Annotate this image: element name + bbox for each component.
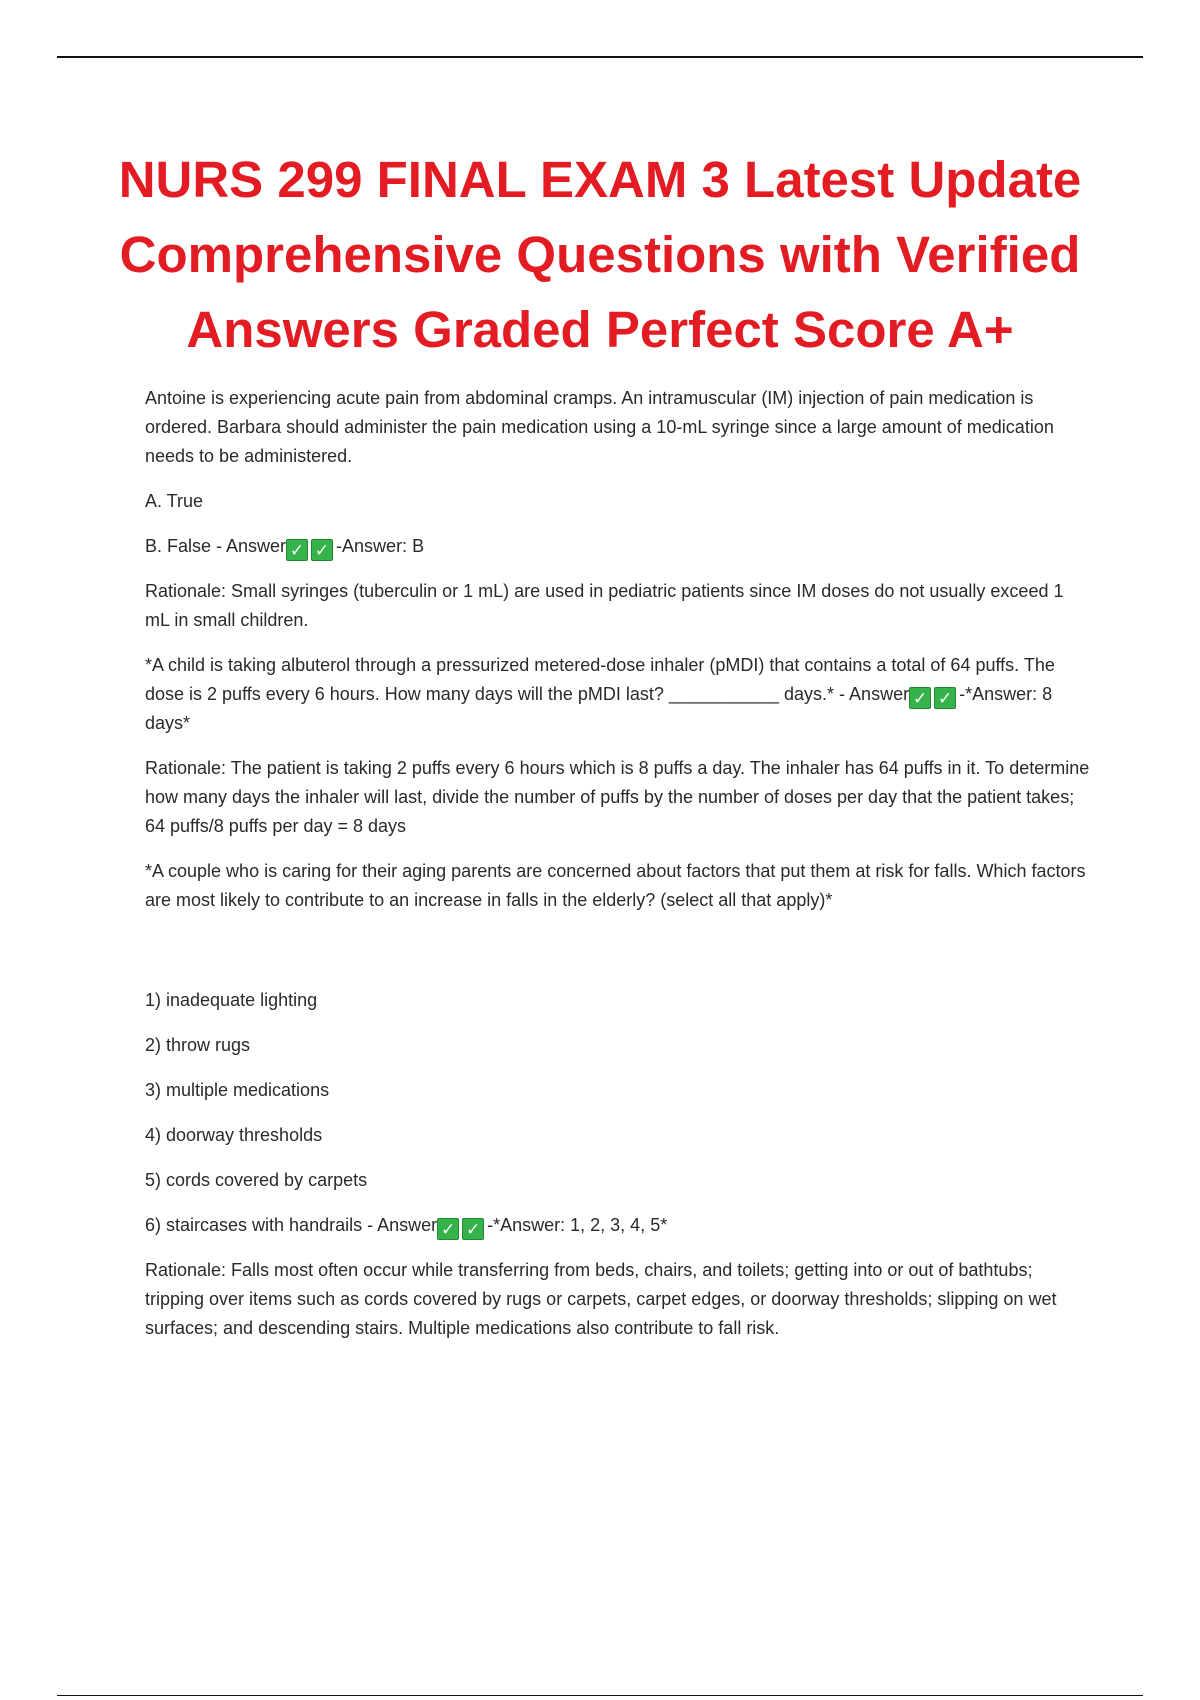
q3-option-3: 3) multiple medications [145, 1080, 330, 1100]
title-line-1: NURS 299 FINAL EXAM 3 Latest Update [118, 151, 1082, 208]
q3-option-5: 5) cords covered by carpets [145, 1170, 368, 1190]
q3-option-6: 6) staircases with handrails - Answer ✓ ✓ -*Answer: 1, 2, 3, 4, 5* [145, 1215, 668, 1239]
q3-option-2: 2) throw rugs [145, 1035, 251, 1055]
page-title [60, 142, 1140, 367]
q3-rationale: Rationale: Falls most often occur while transferring from beds, chairs, and toilets; getting into or out of bathtubs; tripping over items such as cords covered by rugs or carpets, carpet edges, or doorway thresholds; slipping on wet surfaces; and descending stairs. Multiple medications also contribute to fall risk. [145, 1260, 1057, 1338]
q3-option-1: 1) inadequate lighting [145, 990, 318, 1010]
q2-answer: -*Answer: 8 days* [145, 684, 1053, 733]
spacer [145, 931, 1090, 986]
check-mark-icon: ✓ [934, 687, 956, 709]
q3-option-4: 4) doorway thresholds [145, 1125, 323, 1145]
title-line-3: Answers Graded Perfect Score A+ [186, 301, 1014, 358]
q2-stem: *A child is taking albuterol through a pressurized metered-dose inhaler (pMDI) that contains a total of 64 puffs. The dose is 2 puffs every 6 hours. How many days will the pMDI last? ___________ days.* - Answer ✓ ✓ -*Answer: 8 days* [145, 655, 1055, 733]
check-mark-icon: ✓ [437, 1218, 459, 1240]
check-mark-icon: ✓ [909, 687, 931, 709]
top-rule [57, 56, 1143, 58]
q1-stem: Antoine is experiencing acute pain from abdominal cramps. An intramuscular (IM) injection of pain medication is ordered. Barbara should administer the pain medication using a 10-mL syringe since a large amount of medication needs to be administered. [145, 388, 1054, 466]
q1-option-a: A. True [145, 491, 204, 511]
q3-answer: -*Answer: 1, 2, 3, 4, 5* [487, 1215, 668, 1235]
q1-rationale: Rationale: Small syringes (tuberculin or 1 mL) are used in pediatric patients since IM doses do not usually exceed 1 mL in small children. [145, 581, 1064, 630]
q1-answer: -Answer: B [336, 536, 425, 556]
q2-rationale: Rationale: The patient is taking 2 puffs every 6 hours which is 8 puffs a day. The inhaler has 64 puffs in it. To determine how many days the inhaler will last, divide the number of puffs by the number of doses per day that the patient takes; 64 puffs/8 puffs per day = 8 days [145, 758, 1090, 836]
check-mark-icon: ✓ [286, 539, 308, 561]
q1-option-b: B. False - Answer ✓ ✓ -Answer: B [145, 536, 425, 560]
check-mark-icon: ✓ [462, 1218, 484, 1240]
title-line-2: Comprehensive Questions with Verified [119, 226, 1081, 283]
bottom-rule [57, 1695, 1143, 1696]
document-body [145, 384, 1090, 1359]
check-mark-icon: ✓ [311, 539, 333, 561]
q3-stem: *A couple who is caring for their aging parents are concerned about factors that put them at risk for falls. Which factors are most likely to contribute to an increase in falls in the elderly? (select all that apply)* [145, 861, 1086, 910]
